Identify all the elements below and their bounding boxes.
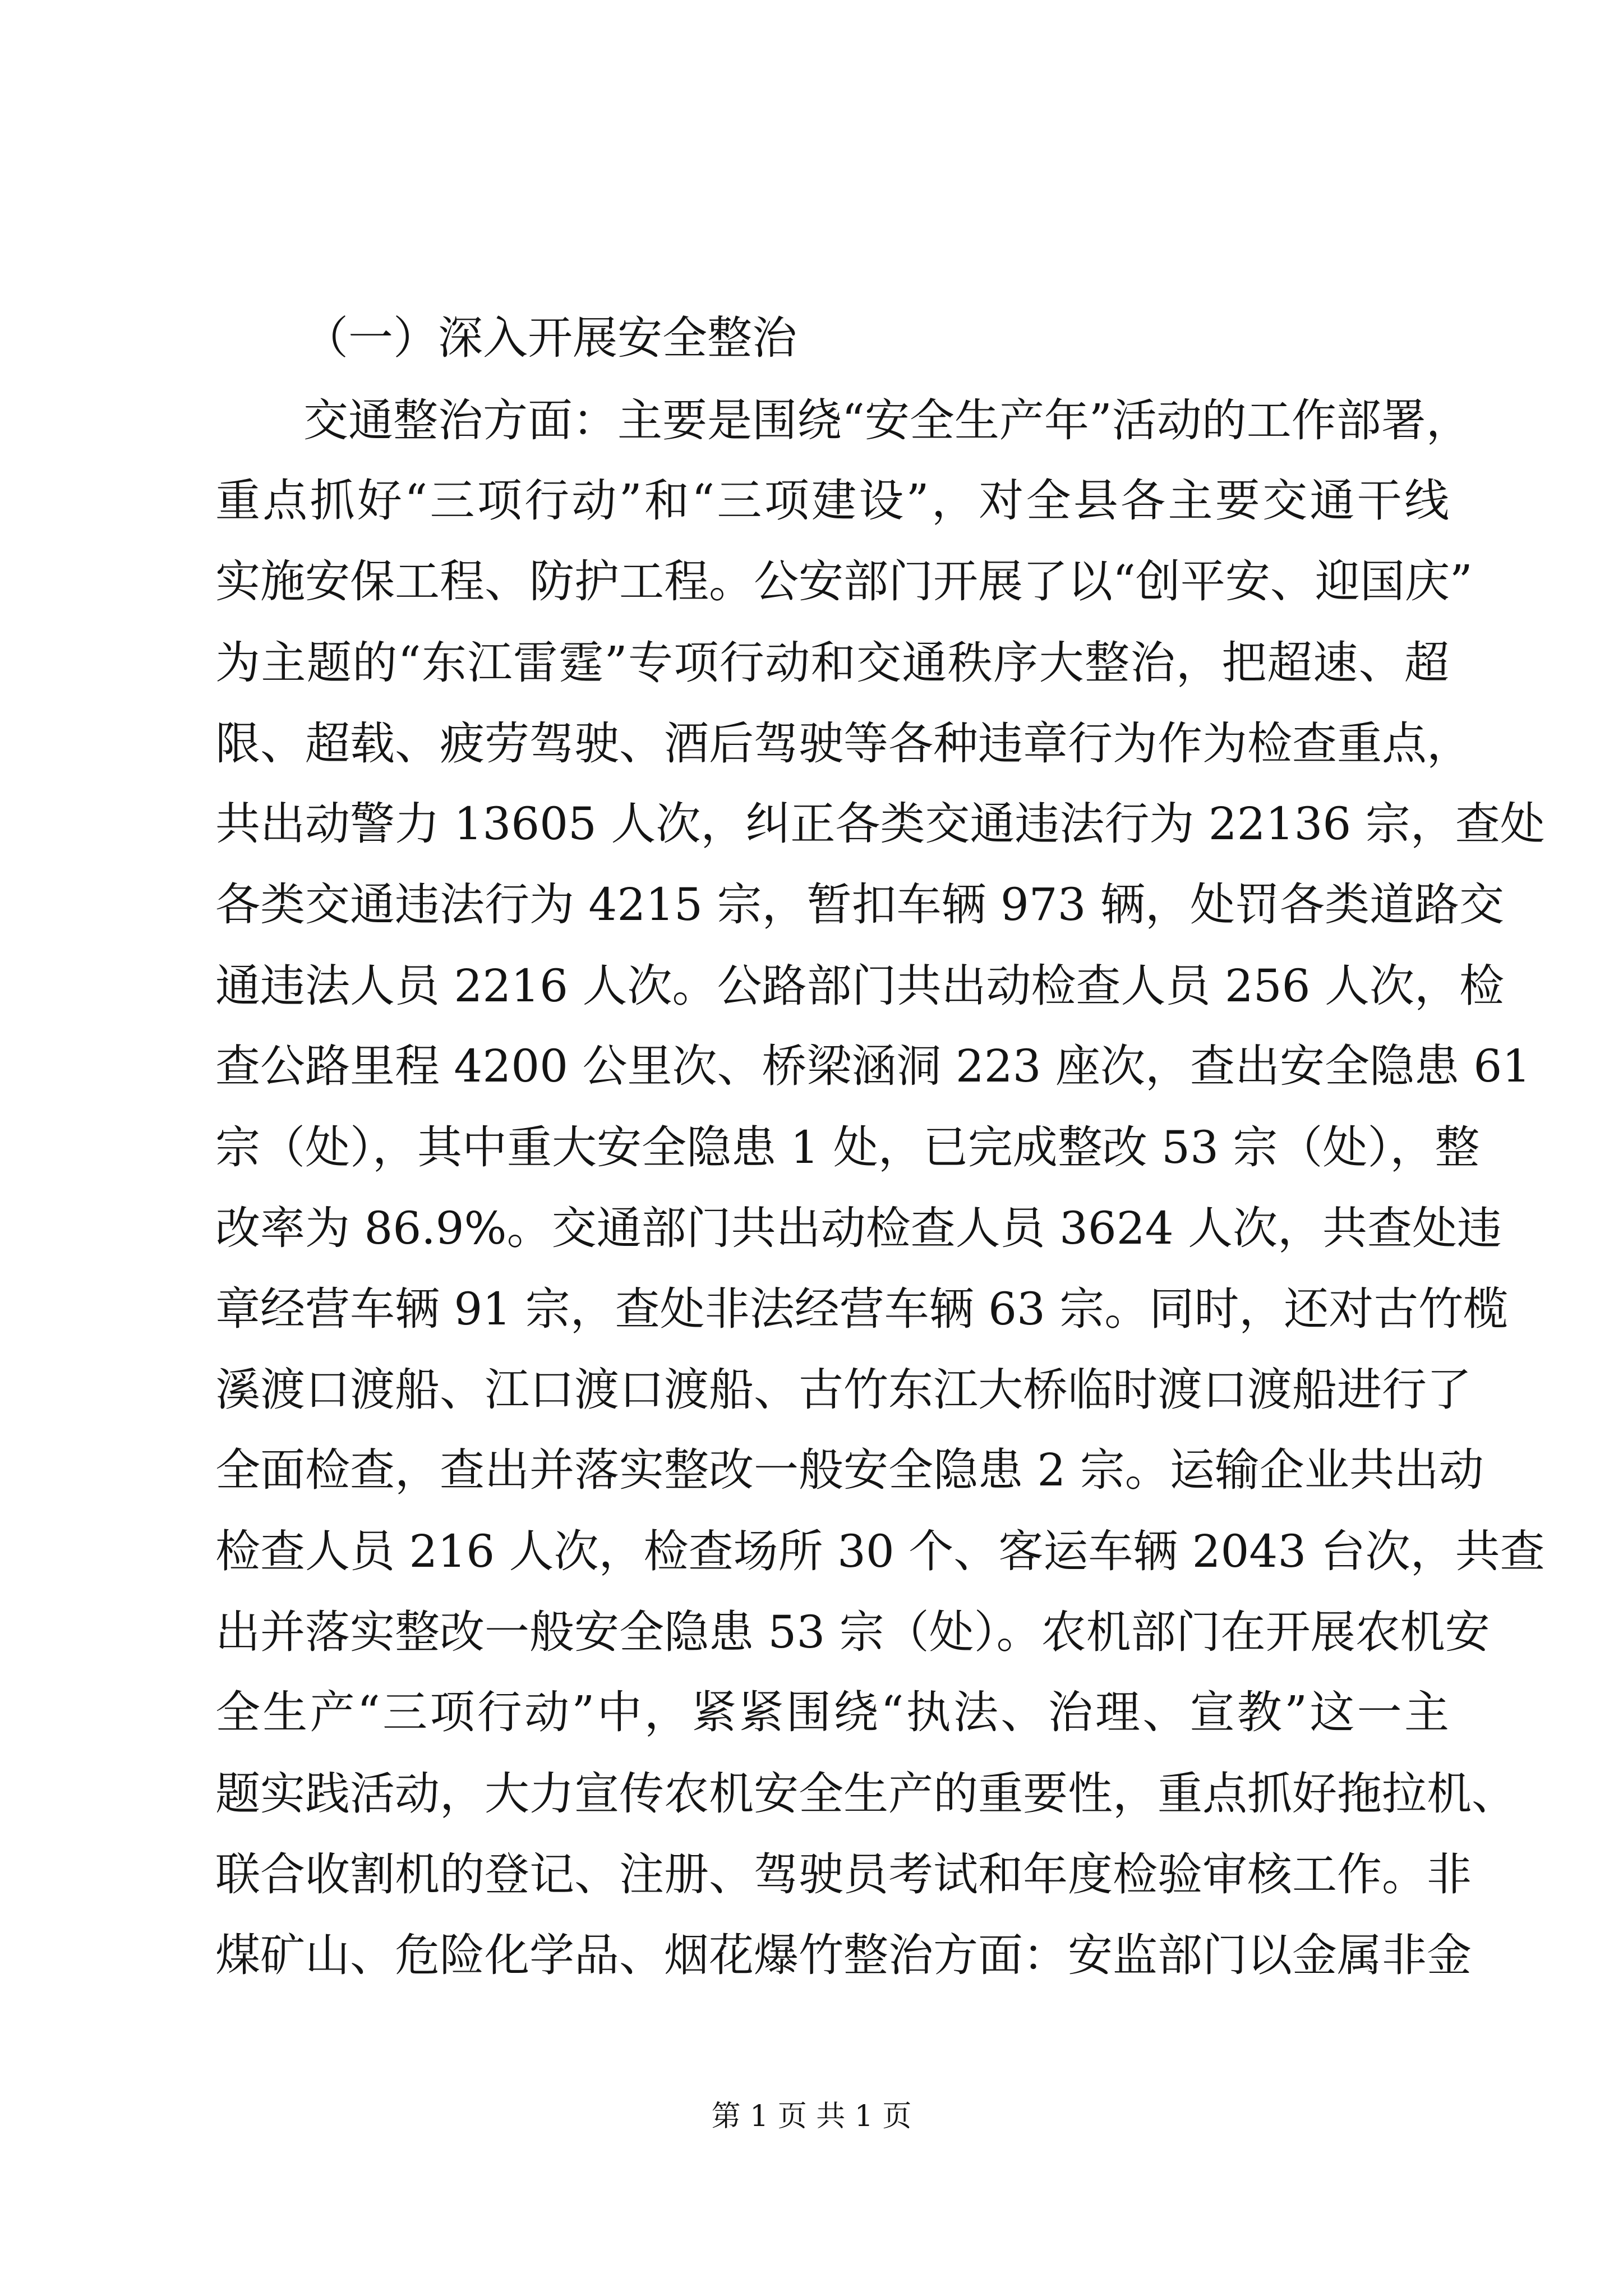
paragraph-line: 出并落实整改一般安全隐患 53 宗（处）。农机部门在开展农机安 (215, 1606, 1490, 1658)
paragraph-line: 全面检查，查出并落实整改一般安全隐患 2 宗。运输企业共出动 (215, 1444, 1484, 1496)
paragraph-line: 检查人员 216 人次，检查场所 30 个、客运车辆 2043 台次，共查 (215, 1525, 1545, 1577)
paragraph-line: 重点抓好“三项行动”和“三项建设”，对全县各主要交通干线 (215, 475, 1449, 527)
paragraph-line: 各类交通违法行为 4215 宗，暂扣车辆 973 辆，处罚各类道路交 (215, 878, 1505, 931)
paragraph-line: 改率为 86.9%。交通部门共出动检查人员 3624 人次，共查处违 (215, 1202, 1502, 1254)
paragraph-line: 限、超载、疲劳驾驶、酒后驾驶等各种违章行为作为检查重点， (215, 717, 1472, 770)
paragraph-line: 为主题的“东江雷霆”专项行动和交通秩序大整治，把超速、超 (215, 637, 1449, 689)
paragraph-line: 查公路里程 4200 公里次、桥梁涵洞 223 座次，查出安全隐患 61 (215, 1040, 1531, 1092)
page-footer: 第 1 页 共 1 页 (711, 2100, 912, 2133)
paragraph-line: 宗（处），其中重大安全隐患 1 处，已完成整改 53 宗（处），整 (215, 1121, 1480, 1174)
paragraph-line: 煤矿山、危险化学品、烟花爆竹整治方面：安监部门以金属非金 (215, 1929, 1472, 1981)
paragraph-line: 溪渡口渡船、江口渡口渡船、古竹东江大桥临时渡口渡船进行了 (215, 1364, 1472, 1416)
paragraph-line: 章经营车辆 91 宗，查处非法经营车辆 63 宗。同时，还对古竹榄 (215, 1283, 1509, 1335)
paragraph-line: 通违法人员 2216 人次。公路部门共出动检查人员 256 人次，检 (215, 960, 1505, 1012)
paragraph-line: 题实践活动，大力宣传农机安全生产的重要性，重点抓好拖拉机、 (215, 1768, 1516, 1820)
paragraph-line: 联合收割机的登记、注册、驾驶员考试和年度检验审核工作。非 (215, 1848, 1472, 1901)
paragraph-line: 共出动警力 13605 人次，纠正各类交通违法行为 22136 宗，查处 (215, 798, 1545, 850)
paragraph-line: 全生产“三项行动”中，紧紧围绕“执法、治理、宣教”这一主 (215, 1686, 1449, 1738)
paragraph-line: 交通整治方面：主要是围绕“安全生产年”活动的工作部署， (303, 394, 1471, 447)
paragraph-line: 实施安保工程、防护工程。公安部门开展了以“创平安、迎国庆” (215, 555, 1473, 608)
section-heading: （一）深入开展安全整治 (303, 312, 797, 364)
